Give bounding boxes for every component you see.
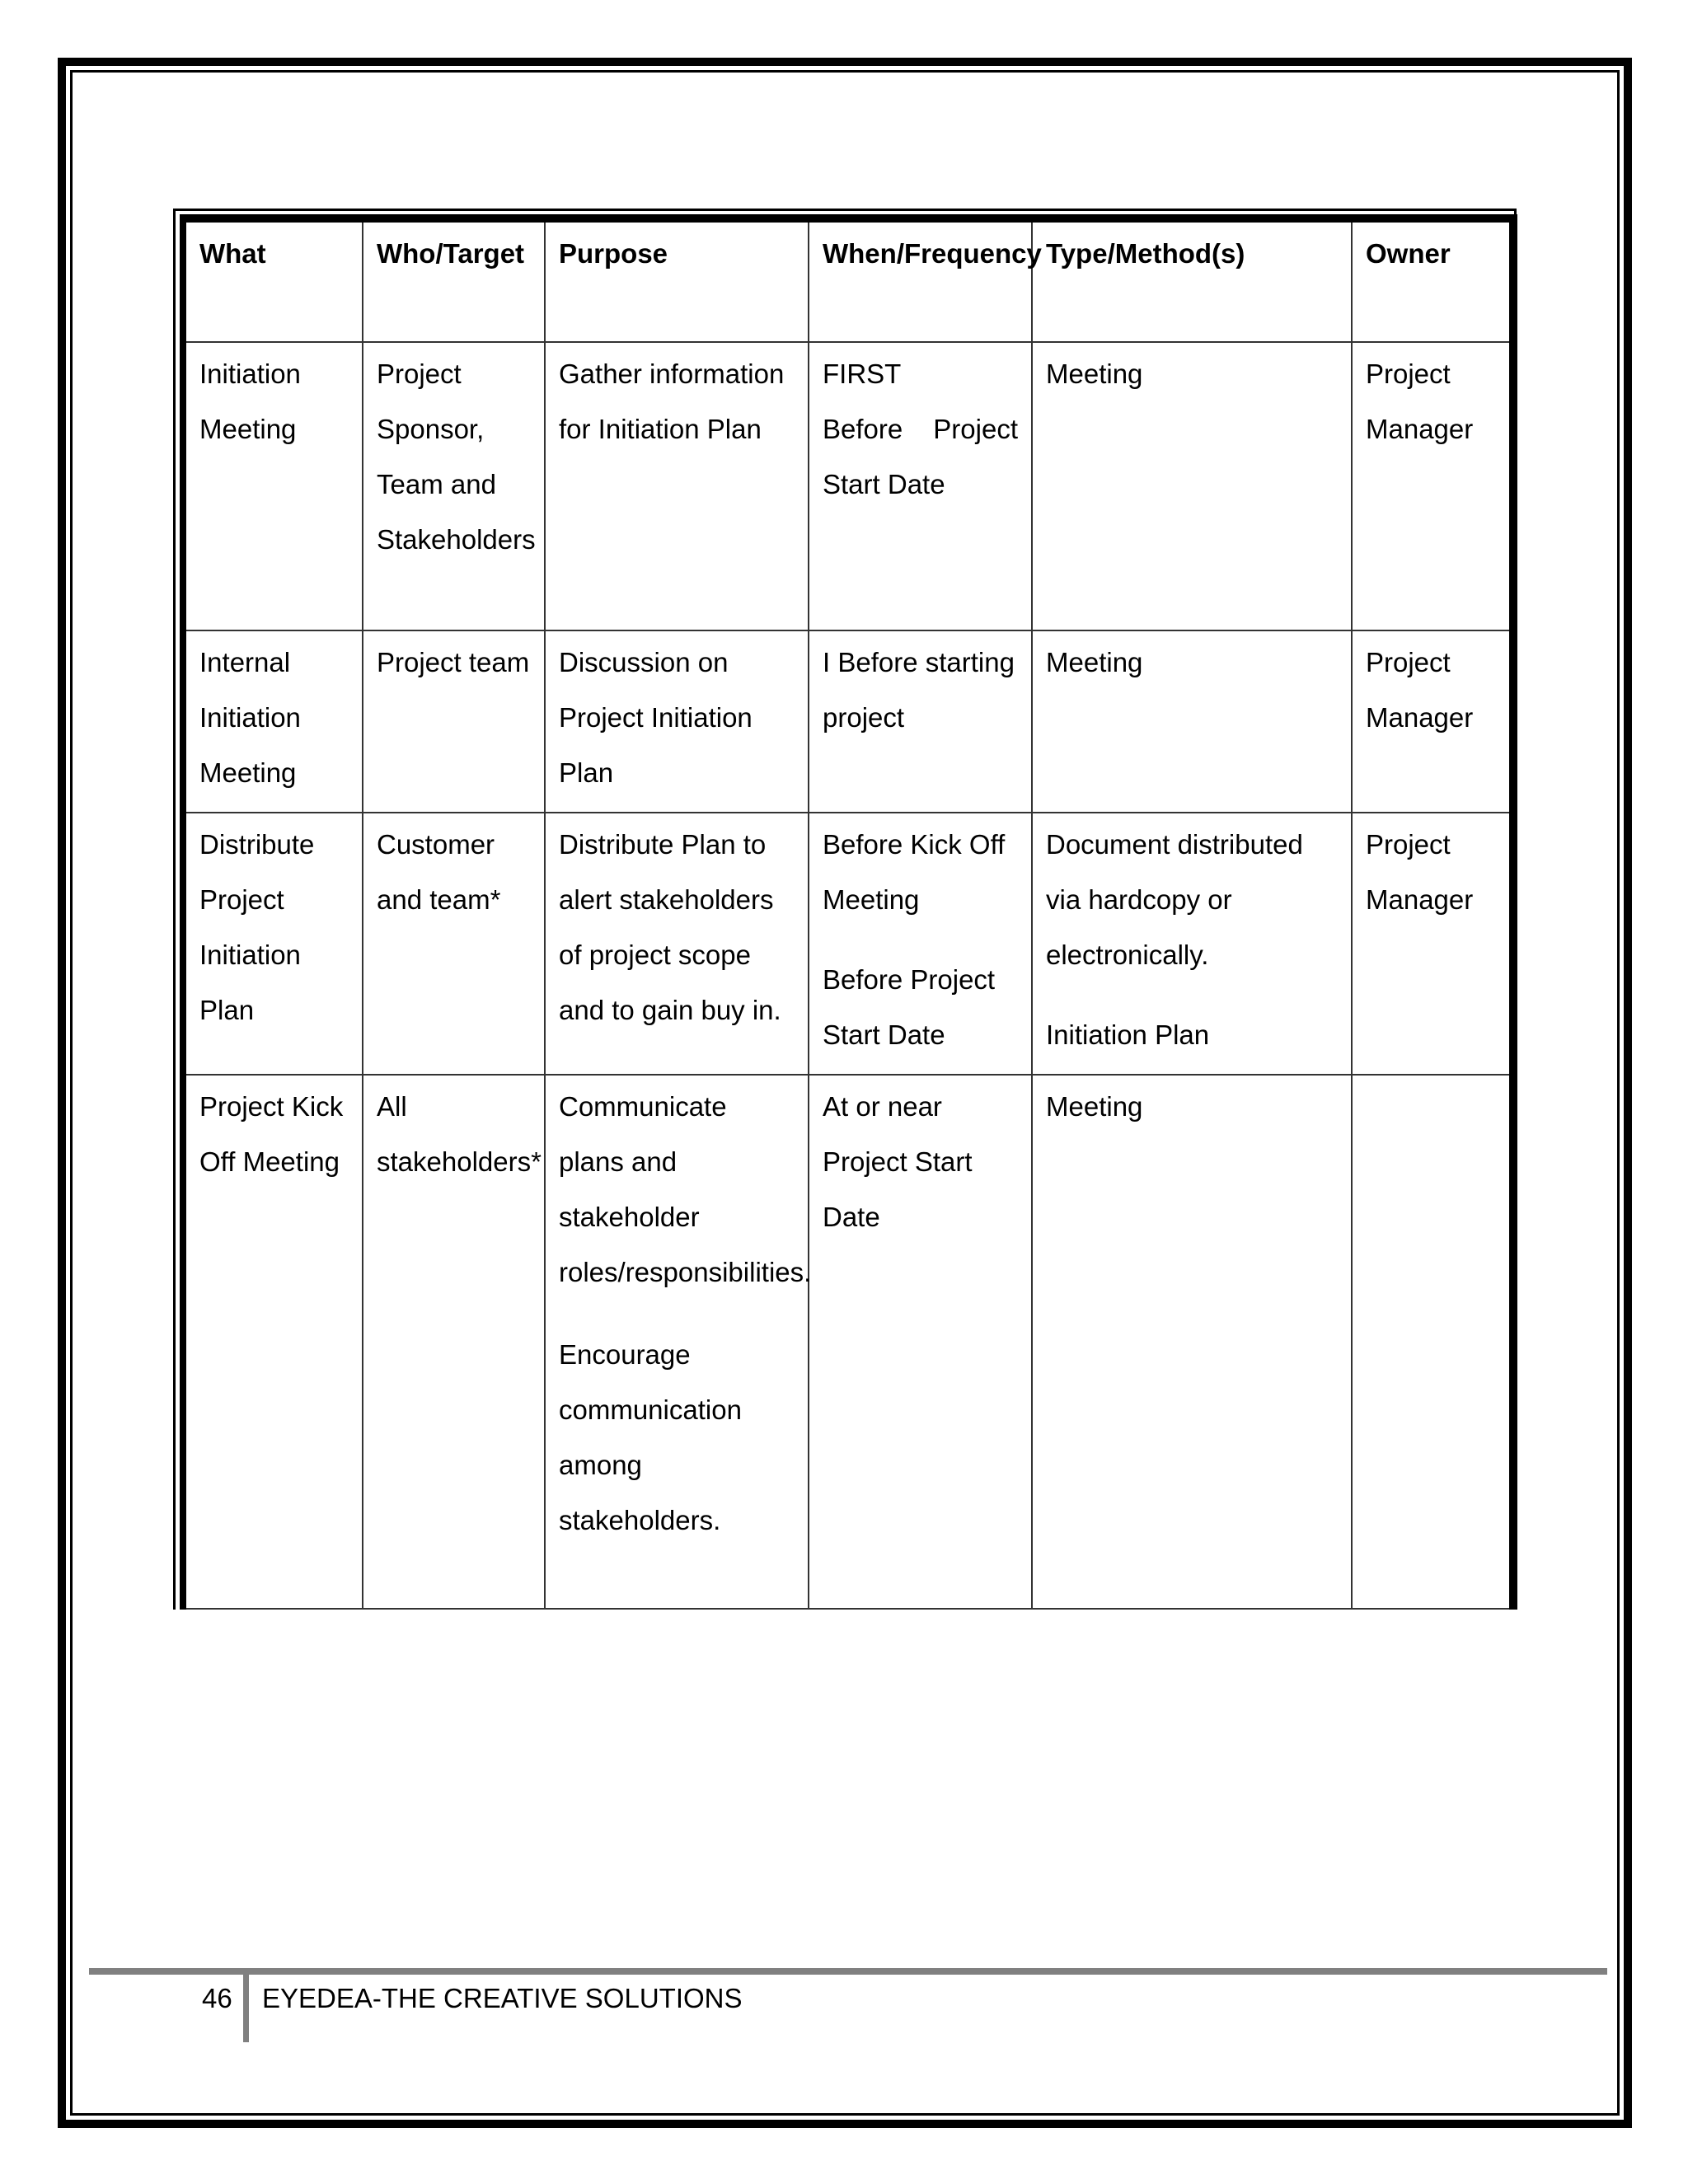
type-line: Meeting <box>1046 647 1143 677</box>
cell-owner: Project Manager <box>1352 813 1513 1075</box>
header-type: Type/Method(s) <box>1032 218 1352 342</box>
cell-when <box>809 1075 1032 1609</box>
table-row <box>183 342 1513 630</box>
type-line: Document distributed via hardcopy or electronically. <box>1046 829 1303 970</box>
communication-plan-table <box>180 214 1517 1610</box>
header-purpose: Purpose <box>545 218 809 342</box>
cell-when <box>809 813 1032 1075</box>
header-who: Who/Target <box>363 218 545 342</box>
type-line: Meeting <box>1046 1091 1143 1122</box>
table-header-row <box>183 218 1513 342</box>
header-when: When/Frequency <box>809 218 1032 342</box>
when-line: I Before starting project <box>823 647 1015 733</box>
cell-who: Project Sponsor, Team and Stakeholders <box>363 342 545 630</box>
type-line: Initiation Plan <box>1046 1019 1210 1050</box>
cell-purpose: Distribute Plan to alert stakeholders of project scope and to gain buy in. <box>545 813 809 1075</box>
cell-what: Internal Initiation Meeting <box>183 630 363 813</box>
cell-type <box>1032 813 1352 1075</box>
cell-what: Distribute Project Initiation Plan <box>183 813 363 1075</box>
cell-who: All stakeholders* <box>363 1075 545 1609</box>
table-row <box>183 813 1513 1075</box>
header-owner: Owner <box>1352 218 1513 342</box>
when-line: Before Project Start Date <box>823 964 996 1050</box>
cell-type <box>1032 342 1352 630</box>
cell-who: Customer and team* <box>363 813 545 1075</box>
page-number: 46 <box>202 1983 232 2013</box>
cell-owner <box>1352 1075 1513 1609</box>
purpose-line: Communicate plans and stakeholder roles/responsibilities. <box>559 1091 812 1287</box>
cell-type <box>1032 630 1352 813</box>
header-what: What <box>183 218 363 342</box>
cell-purpose: Gather information for Initiation Plan <box>545 342 809 630</box>
type-line: Meeting <box>1046 359 1143 389</box>
cell-purpose: Discussion on Project Initiation Plan <box>545 630 809 813</box>
table-row <box>183 1075 1513 1609</box>
cell-type <box>1032 1075 1352 1609</box>
when-line: Before Kick Off Meeting <box>823 829 1006 915</box>
table-row <box>183 630 1513 813</box>
when-line: At or near Project Start Date <box>823 1091 973 1232</box>
when-line: FIRST <box>823 359 902 389</box>
cell-what: Project Kick Off Meeting <box>183 1075 363 1609</box>
cell-purpose <box>545 1075 812 1609</box>
when-line: Before Project Start Date <box>823 414 1018 499</box>
cell-what: Initiation Meeting <box>183 342 363 630</box>
footer-company-name: EYEDEA-THE CREATIVE SOLUTIONS <box>262 1983 743 2013</box>
footer-rule <box>89 1968 1607 1975</box>
cell-when <box>809 630 1032 813</box>
cell-when <box>809 342 1032 630</box>
cell-owner: Project Manager <box>1352 342 1513 630</box>
purpose-line: Encourage communication among stakeholders. <box>559 1339 742 1535</box>
cell-owner: Project Manager <box>1352 630 1513 813</box>
footer-divider <box>243 1975 249 2042</box>
cell-who: Project team <box>363 630 545 813</box>
